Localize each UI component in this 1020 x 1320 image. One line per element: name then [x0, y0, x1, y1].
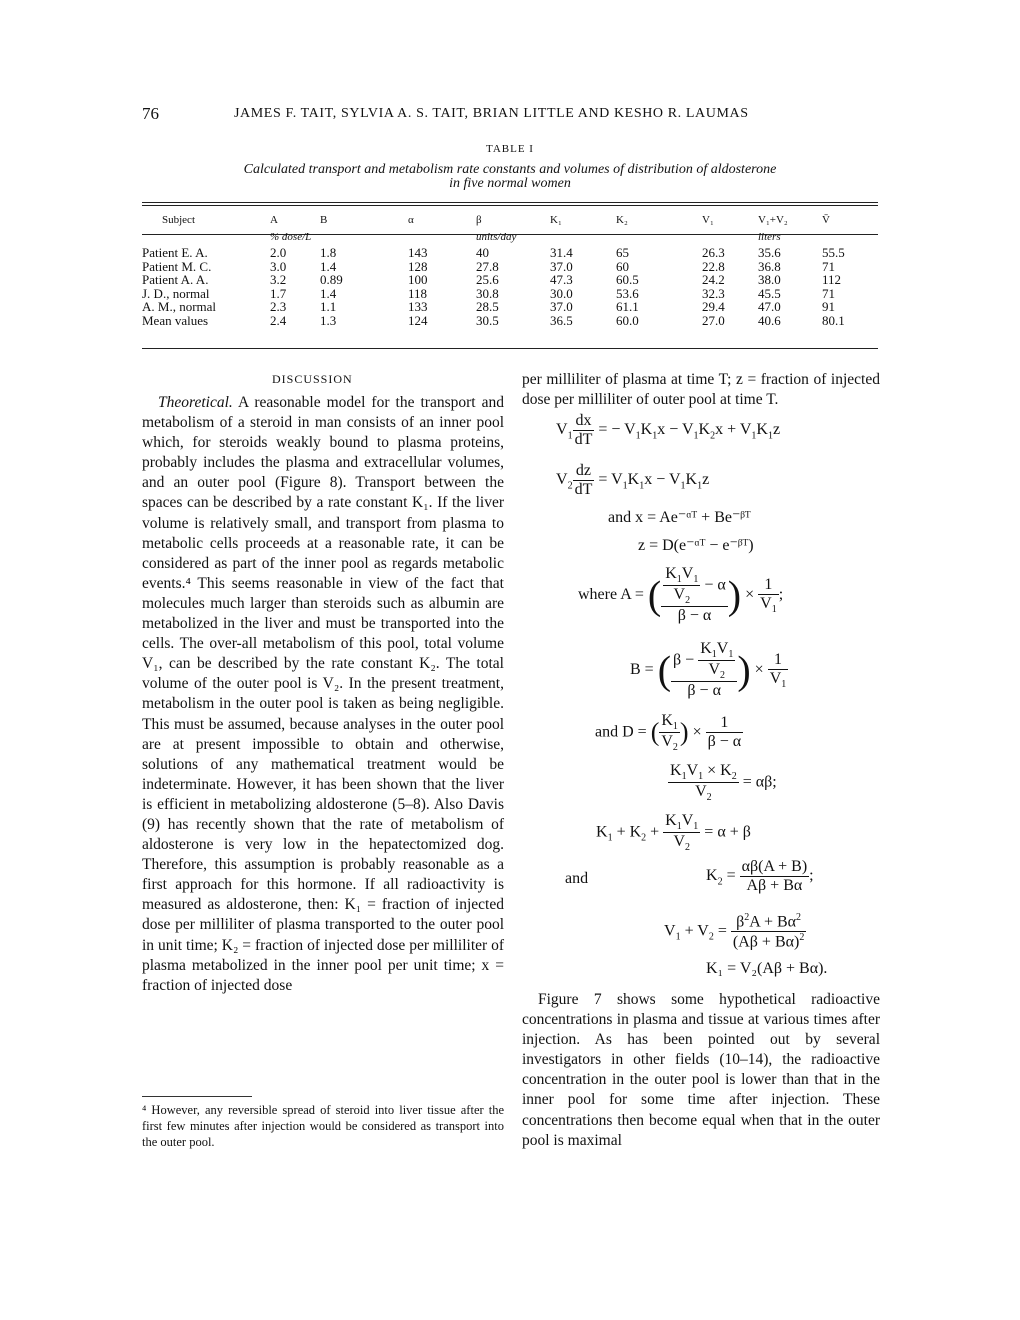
equation-z: z = D(e⁻ᵅᵀ − e⁻ᵝᵀ)	[638, 537, 754, 554]
value-cell: 28.5	[476, 299, 499, 314]
value-cell: 1.4	[320, 258, 337, 274]
subject-cell: Mean values	[142, 312, 209, 328]
footnote: ⁴ However, any reversible spread of steroid into liver tissue after the first few minutes after injection would be considered as transport into the outer pool.	[142, 1103, 504, 1149]
left-column-text	[142, 393, 504, 996]
subject-cell: A. M., normal	[142, 299, 217, 314]
units-row	[142, 229, 878, 246]
value-cell: 2.4	[270, 312, 287, 328]
value-cell: 60.5	[616, 272, 639, 287]
equation-sum: $K_1 + K_2$ + $\frac{K_1V_1}{V_2}$ = α + β	[596, 812, 751, 854]
units-cell	[616, 229, 702, 246]
equation-a: where A = ( $\frac{K_1V_1}{V_2}$ − α β − α ) × $\frac{1}{V_1}$ ;	[578, 565, 784, 625]
equation-v-sum: $V_1 + V_2$ = $\frac{\beta^2A + B\alpha^2}{(A\beta + B\alpha)^2}$	[664, 912, 805, 951]
equation-b: B = ( β − $\frac{K_1V_1}{V_2}$ β − α ) × $\frac{1}{V_1}$	[630, 640, 787, 700]
column-header: A	[270, 214, 278, 226]
column-header: V̄	[822, 214, 830, 226]
column-header: V₁+V₂	[758, 214, 788, 226]
value-cell: 60	[616, 258, 629, 274]
value-cell: 53.6	[616, 285, 639, 301]
value-cell: 27.0	[702, 312, 725, 328]
table-row	[142, 287, 878, 301]
equation-product: $\frac{K_1V_1 \times K_2}{V_2}$ = αβ;	[670, 762, 777, 804]
value-cell: 0.89	[320, 272, 343, 287]
value-cell: 118	[408, 285, 428, 301]
table-label: TABLE I	[486, 143, 534, 155]
section-heading: DISCUSSION	[272, 372, 353, 386]
units-cell	[550, 229, 616, 246]
equation-x: and x = Ae⁻ᵅᵀ + Be⁻ᵝᵀ	[608, 509, 751, 526]
equation-dz: $V_2$ $\frac{dz}{dT}$ = $V_1K_1x - V_1K_1z$	[556, 462, 710, 498]
value-cell: 40.6	[758, 312, 781, 328]
column-header: Subject	[162, 214, 195, 226]
value-cell: 31.4	[550, 245, 573, 260]
page-number: 76	[142, 104, 159, 123]
value-cell: 30.5	[476, 312, 499, 328]
units-cell: liters	[758, 231, 781, 243]
data-table	[142, 211, 878, 327]
value-cell: 100	[408, 272, 428, 287]
value-cell: 1.7	[270, 285, 287, 301]
value-cell: 22.8	[702, 258, 725, 274]
value-cell: 47.0	[758, 299, 781, 314]
value-cell: 26.3	[702, 245, 725, 260]
units-cell	[702, 229, 758, 246]
value-cell: 40	[476, 245, 489, 260]
value-cell: 29.4	[702, 299, 725, 314]
equation-d: and D = ( $\frac{K_1}{V_2}$ ) × $\frac{1}{\beta - \alpha}$	[595, 712, 742, 754]
equation-b-label: B =	[630, 660, 654, 678]
value-cell: 32.3	[702, 285, 725, 301]
table-row	[142, 273, 878, 287]
units-cell	[320, 229, 408, 246]
value-cell: 128	[408, 258, 428, 274]
value-cell: 30.0	[550, 285, 573, 301]
value-cell: 37.0	[550, 299, 573, 314]
left-column-body: A reasonable model for the transport and metabolism of a steroid in man consists of an inner pool which, for steroids weakly bound to plasma proteins, probably includes the plasma and extracellular volumes, and an outer pool (Figure 8). Transport between the spaces can be described by a rate constant K₁. If the liver volume is relatively small, and transport from plasma to metabolic cells proceeds at a reasonable rate, it can be considered as part of the inner pool as regards metabolic events.⁴ This seems reasonable in view of the fact that molecules much larger than steroids such as albumin are metabolized in the liver and must be transported into the cells. The over-all metabolism of this pool, total volume V₁, can be described by the rate constant K₂. The total volume of the outer pool is V₂. In the present treatment, metabolism in the outer pool is taken as being negligible. This must be assumed, because analyses in the outer pool are at present impossible to obtain and otherwise, solutions of any mathematical treatment would be indeterminate. However, it has been shown that the liver is efficient in metabolizing aldosterone (5–8). Also Davis (9) has recently shown that the rate of metabolism of aldosterone is very low in the hepatectomized dog. Therefore, this assumption is probably reasonable as a first approach for this hormone. If all radioactivity is measured as aldosterone, then: K₁ = fraction of injected dose per milliliter of plasma transported to the outer pool in unit time; K₂ = fraction of injected dose per milliliter of plasma metabolized in the inner pool per unit time; x = fraction of injected dose	[142, 394, 504, 994]
table-bottom-rule	[142, 348, 878, 349]
table-row	[142, 300, 878, 314]
value-cell: 24.2	[702, 272, 725, 287]
table-caption-line-1: Calculated transport and metabolism rate constants and volumes of distribution of aldosterone	[243, 162, 777, 177]
value-cell: 38.0	[758, 272, 781, 287]
value-cell: 65	[616, 245, 629, 260]
value-cell: 37.0	[550, 258, 573, 274]
value-cell: 112	[822, 272, 842, 287]
value-cell: 47.3	[550, 272, 573, 287]
running-head: JAMES F. TAIT, SYLVIA A. S. TAIT, BRIAN LITTLE AND KESHO R. LAUMAS	[234, 106, 749, 121]
value-cell: 35.6	[758, 245, 781, 260]
value-cell: 36.8	[758, 258, 781, 274]
right-column-bottom-body: Figure 7 shows some hypothetical radioactive concentrations in plasma and tissue at various times after injection. As has been pointed out by several investigators in other fields (10–14), the radioactive concentration in the outer pool is lower than that in the inner pool for some time after injection. These concentrations then become equal when that in the outer pool is maximal	[522, 991, 880, 1149]
right-column-top-text: per milliliter of plasma at time T; z = fraction of injected dose per milliliter of outer pool at time T.	[522, 371, 880, 409]
table-row	[142, 260, 878, 274]
value-cell: 25.6	[476, 272, 499, 287]
paragraph-lead: Theoretical.	[158, 394, 233, 411]
units-cell: units/day	[476, 231, 517, 243]
value-cell: 71	[822, 258, 835, 274]
right-column-bottom-text	[522, 990, 880, 1151]
value-cell: 143	[408, 245, 428, 260]
value-cell: 2.3	[270, 299, 287, 314]
value-cell: 45.5	[758, 285, 781, 301]
table-header-row	[142, 211, 878, 229]
subject-cell: Patient M. C.	[142, 258, 212, 274]
value-cell: 71	[822, 285, 835, 301]
equation-k1: K₁ = V₂(Aβ + Bα).	[706, 960, 828, 977]
value-cell: 1.3	[320, 312, 337, 328]
equation-dx: $V_1$ $\frac{dx}{dT}$ = − $V_1K_1x - V_1K_2x + V_1K_1z$	[556, 412, 781, 448]
value-cell: 1.1	[320, 299, 337, 314]
column-header: K₁	[550, 214, 562, 226]
units-cell	[142, 229, 270, 246]
value-cell: 3.2	[270, 272, 287, 287]
units-cell	[822, 229, 878, 246]
value-cell: 2.0	[270, 245, 287, 260]
table-top-rule-2	[142, 205, 878, 206]
footnote-rule	[142, 1096, 252, 1097]
value-cell: 55.5	[822, 245, 845, 260]
column-header: V₁	[702, 214, 714, 226]
value-cell: 1.4	[320, 285, 337, 301]
column-header: B	[320, 214, 328, 226]
column-header: β	[476, 214, 482, 226]
column-header: α	[408, 214, 414, 226]
equation-d-label: and D =	[595, 723, 647, 741]
value-cell: 91	[822, 299, 835, 314]
value-cell: 27.8	[476, 258, 499, 274]
value-cell: 61.1	[616, 299, 639, 314]
table-caption-line-2: in five normal women	[449, 176, 571, 191]
value-cell: 133	[408, 299, 428, 314]
value-cell: 1.8	[320, 245, 337, 260]
units-cell: % dose/L	[270, 231, 312, 243]
table-top-rule	[142, 202, 878, 203]
value-cell: 36.5	[550, 312, 573, 328]
equation-a-label: where A =	[578, 585, 644, 603]
value-cell: 30.8	[476, 285, 499, 301]
subject-cell: Patient E. A.	[142, 245, 208, 260]
equation-k2: $K_2$ = $\frac{\alpha\beta(A + B)}{A\beta + B\alpha}$ ;	[706, 858, 814, 894]
value-cell: 80.1	[822, 312, 845, 328]
table-caption	[200, 163, 820, 191]
value-cell: 124	[408, 312, 428, 328]
units-cell	[408, 229, 476, 246]
value-cell: 3.0	[270, 258, 287, 274]
subject-cell: J. D., normal	[142, 285, 210, 301]
table-row	[142, 314, 878, 328]
subject-cell: Patient A. A.	[142, 272, 209, 287]
column-header: K₂	[616, 214, 628, 226]
equation-and-label: and	[565, 870, 589, 887]
table-row	[142, 246, 878, 260]
value-cell: 60.0	[616, 312, 639, 328]
